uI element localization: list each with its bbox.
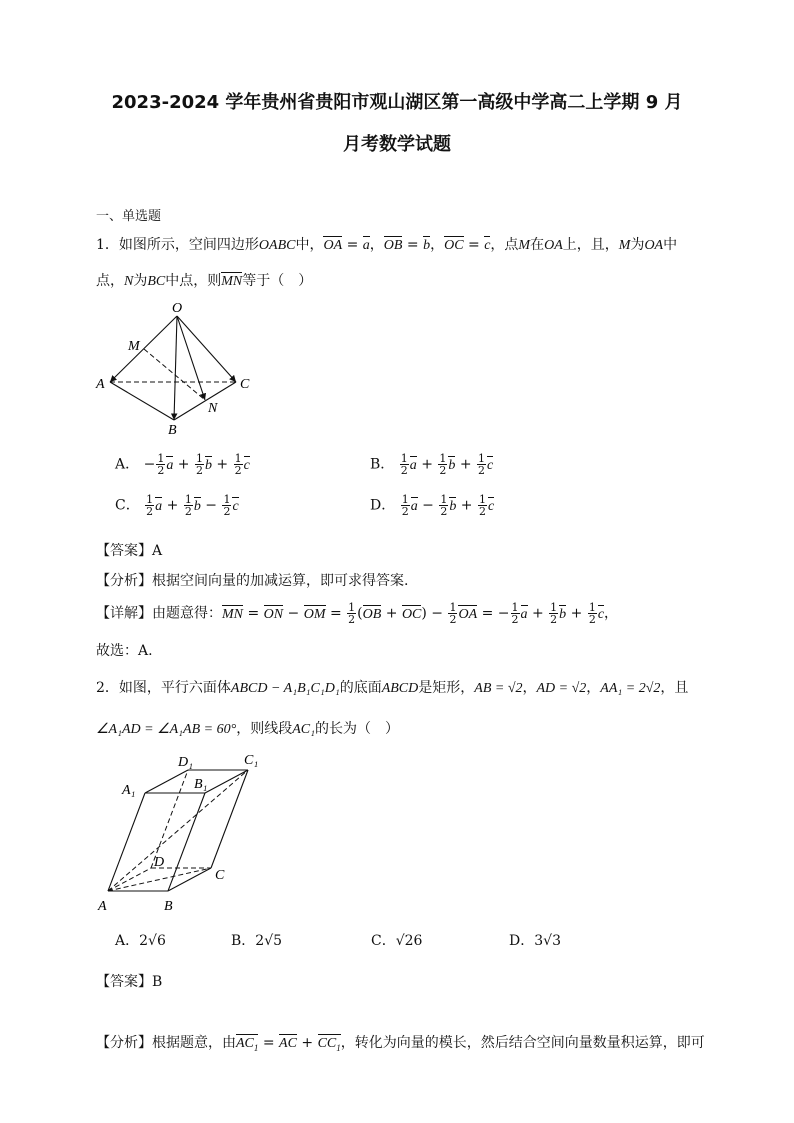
- document-title-line2: 月考数学试题: [343, 134, 451, 155]
- option-a[interactable]: [115, 930, 166, 950]
- edge-aa1: [108, 793, 145, 891]
- edge-bc: [168, 868, 211, 891]
- math-expr: ABCD − A₁B₁C₁D₁: [230, 681, 340, 696]
- option-c[interactable]: C． $\frac{1}{2}$ a + $\frac{1}{2}$ b − $\frac{1}{2}$ c: [115, 493, 239, 518]
- q1-conclusion: 故选：A.: [96, 643, 153, 659]
- text: 如图所示，空间四边形: [118, 237, 259, 253]
- analysis-text: 根据空间向量的加减运算，即可求得答案.: [152, 573, 409, 589]
- parallelepiped-figure: [92, 748, 272, 916]
- detail-text: 由题意得：: [152, 605, 222, 622]
- edge-on: [177, 316, 205, 400]
- option-label: D．: [370, 497, 396, 514]
- label-a: A: [96, 377, 105, 392]
- edge-bc: [174, 382, 236, 420]
- answer-tag: 【答案】: [96, 974, 152, 990]
- option-value: √26: [395, 933, 423, 949]
- tetrahedron-figure: [92, 296, 262, 441]
- option-value: 2√5: [255, 933, 283, 949]
- text: 中: [663, 237, 678, 253]
- question-number: 2．: [96, 680, 119, 696]
- math-expr: ∠A₁AD = ∠A₁AB = 60°: [96, 722, 237, 737]
- question-1-line1: 1．如图所示，空间四边形OABC中，OA = a，OB = b，OC = c，点M在OA上，且，M为OA中: [96, 237, 678, 253]
- question-1-line2: [96, 270, 312, 290]
- edge-ad-dashed: [108, 868, 151, 891]
- option-label: C．: [371, 933, 396, 949]
- text: ，点: [490, 237, 519, 253]
- vector-oc: OC: [444, 238, 464, 253]
- option-label: B．: [231, 933, 256, 949]
- text: 的长为（ ）: [314, 721, 399, 737]
- vector-oa: OA: [323, 238, 343, 253]
- math-var: M: [618, 238, 631, 253]
- label-b: B: [164, 899, 173, 914]
- text: 中，: [295, 237, 324, 253]
- label-a1: A₁: [122, 783, 136, 798]
- analysis-text: ，转化为向量的模长，然后结合空间向量数量积运算，即可: [340, 1035, 705, 1051]
- vector-b: b: [423, 238, 431, 253]
- option-label: D．: [509, 933, 535, 949]
- text: 的底面: [339, 680, 382, 696]
- analysis-text: 根据题意，由: [152, 1035, 236, 1051]
- question-2-line1: 2．如图，平行六面体ABCD − A₁B₁C₁D₁的底面ABCD是矩形，AB = √2，AD = √2，AA₁ = 2√2，且: [96, 680, 689, 696]
- math-var: M: [518, 238, 531, 253]
- math-var: N: [124, 274, 134, 289]
- section-heading: 一、单选题: [96, 209, 162, 224]
- option-value: 3√3: [534, 933, 561, 949]
- text: 上，且，: [562, 237, 619, 253]
- label-m: M: [128, 339, 140, 354]
- q2-analysis: 【分析】根据题意，由$AC_1$ = AC + $CC_1$，转化为向量的模长，然后结合空间向量数量积运算，即可: [96, 1035, 705, 1053]
- label-a: A: [98, 899, 107, 914]
- math-var: OA: [644, 238, 664, 253]
- detail-tag: 【详解】: [96, 605, 152, 622]
- label-c: C: [240, 377, 250, 392]
- edge-oc: [177, 316, 236, 382]
- label-n: N: [208, 401, 218, 416]
- text: 在: [530, 237, 545, 253]
- math-expr: AB = √2: [474, 681, 523, 696]
- label-d1: D₁: [178, 755, 193, 770]
- answer-value: A: [152, 543, 163, 559]
- option-d[interactable]: D． $\frac{1}{2}$ a − $\frac{1}{2}$ b + $\frac{1}{2}$ c: [370, 493, 495, 518]
- analysis-tag: 【分析】: [96, 573, 152, 589]
- edge-oa: [110, 316, 177, 382]
- text: ，则线段: [236, 721, 293, 737]
- q1-detail: 【详解】由题意得：MN = ON − OM = $\frac{1}{2}$ (OB + OC) − $\frac{1}{2}$ OA = − $\frac{1}{2}$ a + $\frac{1}{2}$ b + $\frac{1}{2}$ c，: [96, 601, 619, 626]
- label-d: D: [154, 855, 165, 870]
- vector-mn: MN: [221, 274, 243, 289]
- option-label: B．: [370, 456, 395, 473]
- question-2-line2: [96, 718, 399, 738]
- q1-answer: [96, 540, 162, 560]
- edge-b1c1: [205, 770, 248, 793]
- math-var: ABCD: [381, 681, 419, 696]
- text: 点，: [96, 273, 124, 289]
- math-var: OA: [544, 238, 563, 253]
- document-title-line1: 2023-2024 学年贵州省贵阳市观山湖区第一高级中学高二上学期 9 月: [111, 92, 683, 113]
- vector-ob: OB: [383, 238, 403, 253]
- option-label: A．: [115, 933, 140, 949]
- option-b[interactable]: [231, 930, 282, 950]
- option-a[interactable]: A． − $\frac{1}{2}$ a + $\frac{1}{2}$ b + $\frac{1}{2}$ c: [115, 452, 250, 477]
- option-d[interactable]: [509, 930, 561, 950]
- edge-ab: [110, 382, 174, 420]
- text: 为: [133, 273, 148, 289]
- label-c1: C₁: [244, 753, 259, 768]
- analysis-tag: 【分析】: [96, 1035, 152, 1051]
- label-o: O: [172, 301, 183, 316]
- question-number: 1．: [96, 237, 119, 253]
- math-var: AC₁: [292, 722, 315, 737]
- math-var: BC: [147, 274, 166, 289]
- edge-a1d1: [145, 770, 188, 793]
- text: 为: [630, 237, 645, 253]
- answer-tag: 【答案】: [96, 543, 152, 559]
- text: 如图，平行六面体: [118, 680, 231, 696]
- vector-c: c: [484, 238, 491, 253]
- math-expr: AD = √2: [536, 681, 587, 696]
- math-expr: AA₁ = 2√2: [600, 681, 661, 696]
- option-label: C．: [115, 497, 140, 514]
- option-c[interactable]: [371, 930, 422, 950]
- math-var: OABC: [258, 238, 296, 253]
- label-b1: B₁: [194, 777, 208, 792]
- vector-a: a: [362, 238, 370, 253]
- text: ，且: [660, 680, 689, 696]
- text: 中点，则: [165, 273, 222, 289]
- edge-cc1: [211, 770, 248, 868]
- label-b: B: [168, 423, 177, 438]
- answer-value: B: [152, 974, 163, 990]
- label-c: C: [215, 868, 225, 883]
- option-value: 2√6: [139, 933, 166, 949]
- option-b[interactable]: B． $\frac{1}{2}$ a + $\frac{1}{2}$ b + $\frac{1}{2}$ c: [370, 452, 494, 477]
- text: 是矩形，: [418, 680, 475, 696]
- edge-ac-dashed: [108, 868, 211, 891]
- option-label: A．: [115, 456, 140, 473]
- q1-analysis: [96, 570, 408, 590]
- q2-answer: [96, 971, 162, 991]
- edge-ob: [174, 316, 177, 420]
- text: 等于（ ）: [242, 273, 313, 289]
